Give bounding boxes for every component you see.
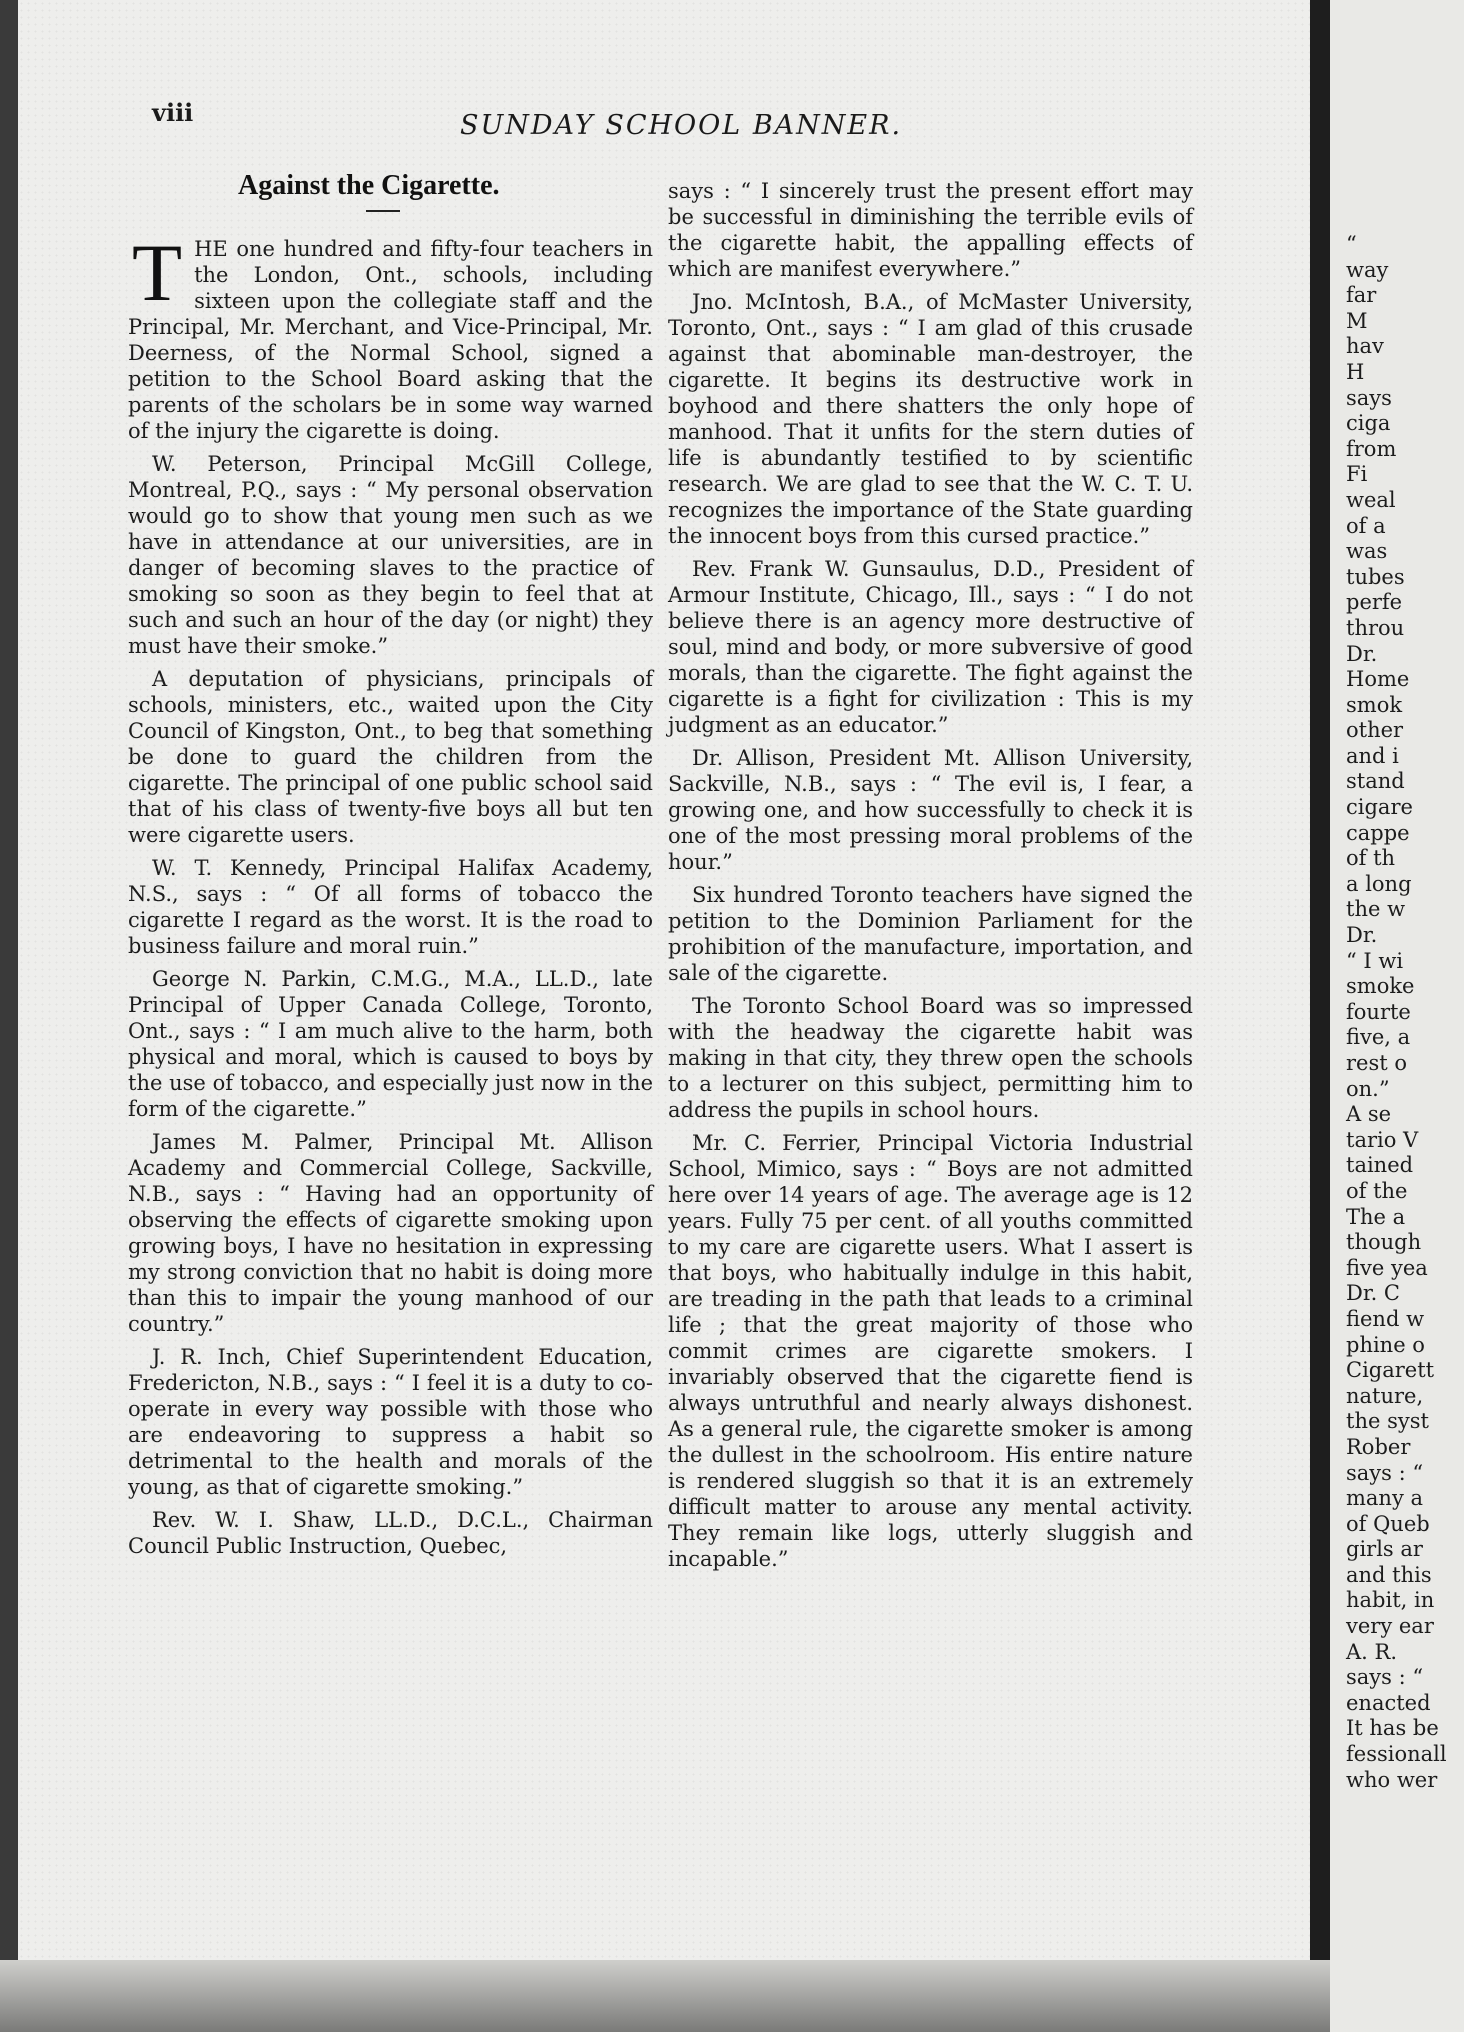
right-page-line: perfe	[1346, 590, 1403, 615]
drop-cap: T	[132, 227, 183, 318]
right-page-line: “ I wi	[1346, 948, 1404, 973]
right-page-line: rest o	[1346, 1051, 1408, 1075]
right-page-line: “	[1346, 232, 1357, 256]
right-page-line: the w	[1346, 897, 1406, 922]
right-page-line: hav	[1346, 334, 1384, 359]
page-bottom-shadow	[0, 1960, 1330, 2032]
paragraph: George N. Parkin, C.M.G., M.A., LL.D., late Principal of Upper Canada College, Toronto, Ont., says : “ I am much alive to the harm, both physical and moral, which is caused to boys by the use of tobacco, and especially just now in the form of the cigarette.”	[128, 967, 653, 1121]
right-page-line: Dr.	[1346, 923, 1378, 948]
right-page-line: girls ar	[1346, 1537, 1423, 1562]
right-page-line: a long	[1346, 871, 1412, 896]
right-page-line: fessionall	[1346, 1742, 1447, 1767]
right-page-line: ciga	[1346, 411, 1391, 436]
right-page-line: of a	[1346, 513, 1386, 538]
right-page-line: fourte	[1346, 999, 1411, 1024]
right-page-line: on.”	[1346, 1076, 1390, 1101]
right-page-column	[1346, 232, 1464, 1793]
right-page-line: weal	[1346, 487, 1396, 512]
right-page-line: of th	[1346, 846, 1396, 871]
right-page-line: M	[1346, 308, 1368, 333]
right-page-line: five yea	[1346, 1255, 1428, 1280]
paragraph: says : “ I sincerely trust the present effort may be successful in diminishing the terrible evils of the cigarette habit, the appalling effects of which are manifest everywhere.”	[668, 179, 1193, 281]
right-page-line: was	[1346, 539, 1388, 564]
right-page-line: throu	[1346, 615, 1405, 640]
right-page-line: of Queb	[1346, 1511, 1430, 1536]
paragraph: Rev. Frank W. Gunsaulus, D.D., President of Armour Institute, Chicago, Ill., says : “ I do not believe there is an agency more destructive of soul, mind and body, or more subversive of good morals, than the cigarette. The fight against the cigarette is a fight for civilization : This is my judgment as an educator.”	[668, 557, 1193, 737]
paragraph: Dr. Allison, President Mt. Allison University, Sackville, N.B., says : “ The evil is, I fear, a growing one, and how successfully to check it is one of the most pressing moral problems of the hour.”	[668, 746, 1193, 874]
right-page-line: five, a	[1346, 1025, 1411, 1050]
title-rule	[366, 210, 400, 212]
right-page-line: tubes	[1346, 564, 1405, 589]
right-page-line: and i	[1346, 743, 1399, 768]
book-spine	[1310, 0, 1330, 2032]
right-page-line: and this	[1346, 1562, 1432, 1587]
paragraph: J. R. Inch, Chief Superintendent Education, Fredericton, N.B., says : “ I feel it is a duty to co-operate in every way possible with those who are endeavoring to suppress a habit so detrimental to the health and morals of the young, as that of cigarette smoking.”	[128, 1345, 653, 1499]
right-page-line: of the	[1346, 1178, 1408, 1203]
right-page-line: says	[1346, 385, 1392, 410]
left-column	[128, 227, 653, 1566]
right-page-line: though	[1346, 1230, 1422, 1255]
right-page-line: A. R.	[1346, 1639, 1398, 1664]
paragraph: W. Peterson, Principal McGill College, Montreal, P.Q., says : “ My personal observation would go to show that young men such as we have in attendance at our universities, are in danger of becoming slaves to the practice of smoking so soon as they begin to feel that at such and such an hour of the day (or night) they must have their smoke.”	[128, 452, 653, 658]
paragraph: Six hundred Toronto teachers have signed the petition to the Dominion Parliament for the prohibition of the manufacture, importation, and sale of the cigarette.	[668, 883, 1193, 985]
right-page-line: fiend w	[1346, 1306, 1425, 1331]
right-page-line: says : “	[1346, 1665, 1424, 1690]
right-page-line: many a	[1346, 1486, 1424, 1511]
right-page-line: says : “	[1346, 1460, 1424, 1485]
paragraph: Jno. McIntosh, B.A., of McMaster University, Toronto, Ont., says : “ I am glad of this crusade against that abominable man-destroyer, the cigarette. It begins its destructive work in boyhood and there shatters the only hope of manhood. That it unfits for the stern duties of life is abundantly testified to by scientific research. We are glad to see that the W. C. T. U. recognizes the importance of the State guarding the innocent boys from this cursed practice.”	[668, 290, 1193, 548]
right-page-line: nature,	[1346, 1383, 1424, 1408]
right-page-line: tario V	[1346, 1127, 1419, 1152]
paragraph: Mr. C. Ferrier, Principal Victoria Industrial School, Mimico, says : “ Boys are not admitted here over 14 years of age. The average age is 12 years. Fully 75 per cent. of all youths committed to my care are cigarette users. What I assert is that boys, who habitually indulge in this habit, are treading in the path that leads to a criminal life ; that the great majority of those who commit crimes are cigarette smokers. I invariably observed that the cigarette fiend is always untruthful and nearly always dishonest. As a general rule, the cigarette smoker is among the dullest in the schoolroom. His entire nature is rendered sluggish so that it is an extremely difficult matter to arouse any mental activity. They remain like logs, utterly sluggish and incapable.”	[668, 1131, 1193, 1571]
lead-paragraph	[128, 227, 653, 444]
page-number: viii	[152, 98, 194, 127]
right-page-line: It has be	[1346, 1716, 1439, 1741]
paragraph: A deputation of physicians, principals of schools, ministers, etc., waited upon the City Council of Kingston, Ont., to beg that something be done to guard the children from the cigarette. The principal of one public school said that of his class of twenty-five boys all but ten were cigarette users.	[128, 667, 653, 847]
paragraph: James M. Palmer, Principal Mt. Allison Academy and Commercial College, Sackville, N.B., says : “ Having had an opportunity of observing the effects of cigarette smoking upon growing boys, I have no hesitation in expressing my strong conviction that no habit is doing more than this to impair the young manhood of our country.”	[128, 1130, 653, 1336]
right-page-line: Cigarett	[1346, 1358, 1435, 1383]
paragraph: W. T. Kennedy, Principal Halifax Academy, N.S., says : “ Of all forms of tobacco the cigarette I regard as the worst. It is the road to business failure and moral ruin.”	[128, 856, 653, 958]
right-page-line: other	[1346, 718, 1404, 743]
right-page-line: cappe	[1346, 820, 1410, 845]
right-page-line: cigare	[1346, 795, 1413, 820]
right-page-line: smok	[1346, 692, 1403, 717]
right-page-line: phine o	[1346, 1332, 1425, 1357]
right-page-line: way	[1346, 257, 1389, 282]
right-page-line: tained	[1346, 1153, 1414, 1178]
right-page-line: far	[1346, 283, 1377, 308]
right-page-line: habit, in	[1346, 1588, 1435, 1613]
right-page-line: Home	[1346, 667, 1410, 692]
right-page-line: who wer	[1346, 1767, 1438, 1792]
paragraph: The Toronto School Board was so impressed with the headway the cigarette habit was making in that city, they threw open the schools to a lecturer on this subject, permitting him to address the pupils in school hours.	[668, 994, 1193, 1122]
middle-column	[668, 178, 1193, 1579]
article-title: Against the Cigarette.	[238, 170, 500, 201]
running-head: SUNDAY SCHOOL BANNER.	[460, 110, 903, 141]
right-page-line: Dr.	[1346, 641, 1378, 666]
right-page-line: Dr. C	[1346, 1281, 1400, 1306]
right-page-line: H	[1346, 359, 1365, 384]
lead-paragraph-text: HE one hundred and fifty-four teachers in the London, Ont., schools, including sixteen upon the collegiate staff and the Principal, Mr. Merchant, and Vice-Principal, Mr. Deerness, of the Normal School, signed a petition to the School Board asking that the parents of the scholars be in some way warned of the injury the cigarette is doing.	[128, 237, 653, 443]
right-page-line: from	[1346, 436, 1397, 461]
right-page-line: smoke	[1346, 974, 1415, 999]
right-page-line: the syst	[1346, 1409, 1429, 1434]
right-page-line: A se	[1346, 1102, 1392, 1127]
right-page-line: Rober	[1346, 1434, 1411, 1459]
right-page-line: stand	[1346, 769, 1405, 794]
right-page-line: The a	[1346, 1204, 1406, 1229]
right-page-line: Fi	[1346, 462, 1368, 487]
right-page-line: enacted	[1346, 1690, 1431, 1715]
right-page-line: very ear	[1346, 1614, 1434, 1639]
paragraph: Rev. W. I. Shaw, LL.D., D.C.L., Chairman Council Public Instruction, Quebec,	[128, 1508, 653, 1558]
